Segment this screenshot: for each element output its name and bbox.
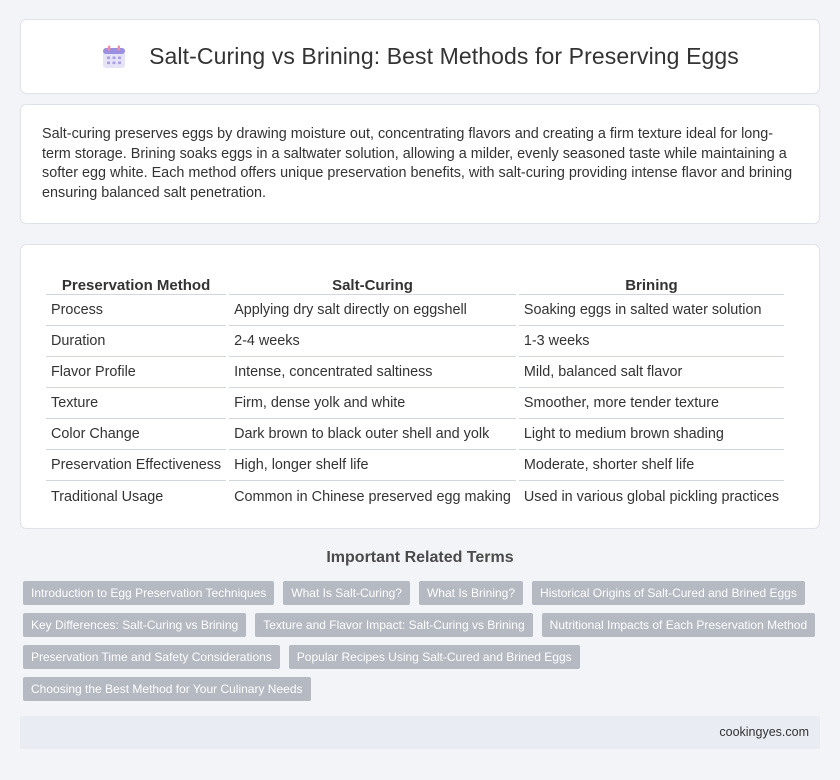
column-header-salt-curing: Salt-Curing <box>229 268 516 295</box>
table-row <box>46 481 784 512</box>
row-label: Duration <box>46 326 226 357</box>
salt-curing-cell: High, longer shelf life <box>229 450 516 481</box>
salt-curing-cell: Intense, concentrated saltiness <box>229 357 516 388</box>
row-label: Traditional Usage <box>51 488 164 505</box>
related-term-tag[interactable]: Popular Recipes Using Salt-Cured and Brined Eggs <box>289 645 580 669</box>
brining-cell: Moderate, shorter shelf life <box>519 450 784 481</box>
related-term-tag[interactable]: Introduction to Egg Preservation Techniques <box>23 581 274 605</box>
related-terms-title: Important Related Terms <box>326 549 514 566</box>
related-term-tag[interactable]: Historical Origins of Salt-Cured and Brined Eggs <box>532 581 805 605</box>
related-term-tag[interactable]: Nutritional Impacts of Each Preservation Method <box>542 613 815 637</box>
page-title: Salt-Curing vs Brining: Best Methods for Preserving Eggs <box>149 43 739 69</box>
column-header-brining: Brining <box>519 268 784 295</box>
calendar-icon <box>101 44 127 70</box>
row-label: Preservation Effectiveness <box>46 450 226 481</box>
site-link[interactable]: cookingyes.com <box>719 725 809 739</box>
related-term-tag[interactable]: What Is Salt-Curing? <box>283 581 410 605</box>
related-terms-list <box>23 581 823 701</box>
related-term-tag[interactable]: Choosing the Best Method for Your Culinary Needs <box>23 677 311 701</box>
row-label: Flavor Profile <box>46 357 226 388</box>
table-row <box>46 357 784 388</box>
intro-text: Salt-curing preserves eggs by drawing moisture out, concentrating flavors and creating a firm texture ideal for long-term storage. Brining soaks eggs in a saltwater solution, allowing a milder, evenly seasoned taste while maintaining a softer egg white. Each method offers unique preservation benefits, with salt-curing providing intense flavor and brining ensuring balanced salt penetration. <box>42 126 793 202</box>
comparison-table <box>43 268 787 512</box>
header-card <box>20 19 820 94</box>
table-row <box>46 326 784 357</box>
footer <box>20 716 820 749</box>
brining-cell: Smoother, more tender texture <box>519 388 784 419</box>
salt-curing-cell: Applying dry salt directly on eggshell <box>229 295 516 326</box>
intro-card <box>20 104 820 224</box>
salt-curing-cell: Common in Chinese preserved egg making <box>234 488 511 505</box>
row-label: Color Change <box>46 419 226 450</box>
related-term-tag[interactable]: What Is Brining? <box>419 581 523 605</box>
table-row <box>46 450 784 481</box>
header <box>101 43 739 70</box>
column-header-method: Preservation Method <box>46 268 226 295</box>
row-label: Texture <box>46 388 226 419</box>
brining-cell: Used in various global pickling practices <box>523 488 780 505</box>
related-term-tag[interactable]: Preservation Time and Safety Considerations <box>23 645 280 669</box>
brining-cell: 1-3 weeks <box>519 326 784 357</box>
salt-curing-cell: 2-4 weeks <box>229 326 516 357</box>
salt-curing-cell: Dark brown to black outer shell and yolk <box>229 419 516 450</box>
table-row <box>46 295 784 326</box>
brining-cell: Soaking eggs in salted water solution <box>519 295 784 326</box>
brining-cell: Mild, balanced salt flavor <box>519 357 784 388</box>
row-label: Process <box>46 295 226 326</box>
table-header-row <box>46 268 784 295</box>
brining-cell: Light to medium brown shading <box>519 419 784 450</box>
comparison-table-card <box>20 244 820 529</box>
table-row <box>46 419 784 450</box>
related-term-tag[interactable]: Key Differences: Salt-Curing vs Brining <box>23 613 246 637</box>
related-term-tag[interactable]: Texture and Flavor Impact: Salt-Curing vs Brining <box>255 613 532 637</box>
salt-curing-cell: Firm, dense yolk and white <box>229 388 516 419</box>
table-row <box>46 388 784 419</box>
